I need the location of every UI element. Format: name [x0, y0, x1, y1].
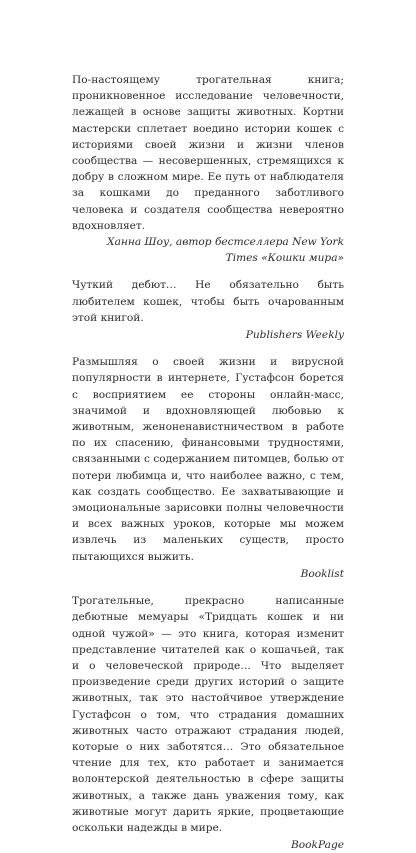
review-block-4 [72, 593, 344, 853]
spacer [72, 343, 344, 354]
review-attribution: Booklist [300, 567, 344, 580]
review-attribution: BookPage [291, 839, 344, 852]
review-block-1 [72, 72, 344, 266]
review-block-3 [72, 354, 344, 582]
review-text: Чуткий дебют… Не обязательно быть любителем кошек, чтобы быть очарованным этой книгой. [72, 279, 344, 324]
book-page [72, 72, 344, 853]
review-text: По-настоящему трогательная книга; проникновенное исследование человечности, лежащей в основе защиты животных. Кортни мастерски сплетает воедино истории кошек с историями своей жизни и жизни членов сообщества — несовершенных, стремящихся к добру в сложном мире. Ее путь от наблюдателя за кошками до преданного заботливого человека и создателя сообщества невероятно вдохновляет. [72, 74, 344, 232]
review-attribution: Publishers Weekly [245, 329, 344, 342]
review-text: Размышляя о своей жизни и вирусной популярности в интернете, Густафсон борется с восприятием ее стороны онлайн-масс, значимой и вдохновляющей любовью к животным, женоненавистничеством в работе по их спасению, финансовыми трудностями, связанными с содержанием питомцев, болью от потери любимца и, что наиболее важно, с тем, как создать сообщество. Ее захватывающие и эмоциональные зарисовки полны человечности и всех важных уроков, которые мы можем извлечь из маленьких существ, просто пытающихся выжить. [72, 356, 344, 563]
spacer [72, 266, 344, 277]
review-attribution: Ханна Шоу, автор бестселлера New York Times «Кошки мира» [107, 236, 344, 265]
spacer [72, 582, 344, 593]
review-text: Трогательные, прекрасно написанные дебютные мемуары «Тридцать кошек и ни одной чужой» — это книга, которая изменит представление читателей как о кошачьей, так и о человеческой природе… Что выделяет произведение среди других историй о защите животных, так это настойчивое утверждение Густафсон о том, что страдания домашних животных часто отражают страдания людей, которые о них заботятся… Это обязательное чтение для тех, кто работает и занимается волонтерской деятельностью в сфере защиты животных, а также дань уважения тому, как животные могут дарить яркие, процветающие оскольки надежды в мире. [72, 595, 344, 834]
review-block-2 [72, 277, 344, 343]
